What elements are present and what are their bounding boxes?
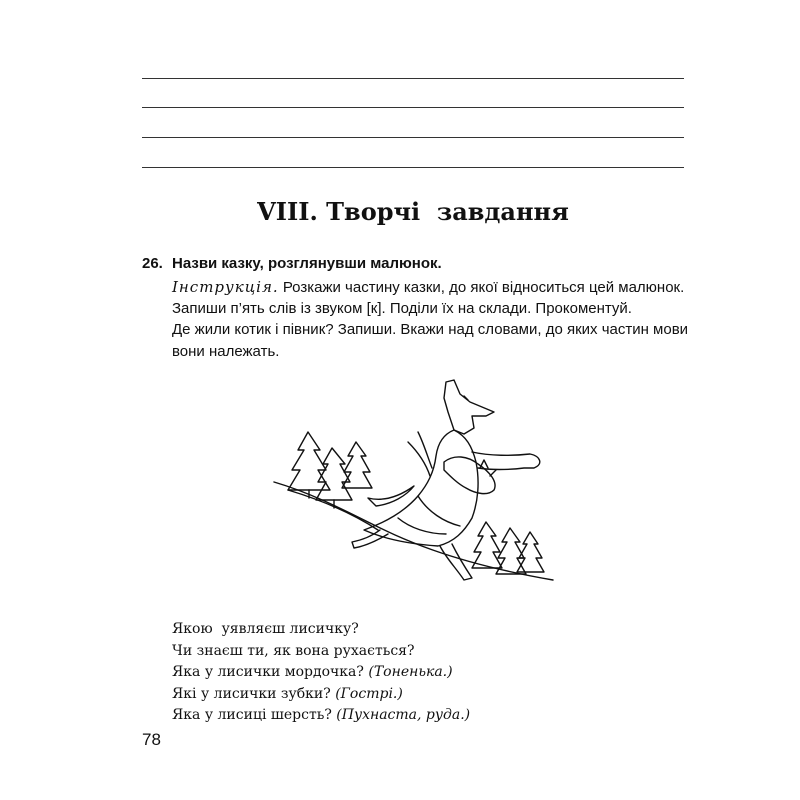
question-text: Яка у лисиці шерсть? xyxy=(172,707,337,723)
pine-tree-icon xyxy=(496,528,526,574)
task-body xyxy=(172,277,692,362)
section-title: VIII. Творчі завдання xyxy=(257,197,569,226)
cat-figure xyxy=(444,457,495,494)
task-number: 26. xyxy=(142,255,163,272)
question-text: Яка у лисички мордочка? xyxy=(172,664,369,680)
task-paragraph-2: Запиши п’ять слів із звуком [к]. Поділи їх на склади. Прокоментуй. xyxy=(172,300,632,318)
writing-line xyxy=(142,137,684,138)
fox-tail xyxy=(368,486,414,506)
question-text: Чи знаєш ти, як вона рухається? xyxy=(172,642,415,659)
pine-tree-icon xyxy=(342,442,372,488)
question-item xyxy=(172,705,470,727)
task-title: Назви казку, розглянувши малюнок. xyxy=(172,255,442,272)
question-text: Які у лисички зубки? xyxy=(172,685,336,702)
instruction-text: Розкажи частину казки, до якої відноситься цей малюнок. xyxy=(278,279,685,296)
instruction-label: Інструкція. xyxy=(172,278,279,296)
writing-line xyxy=(142,78,684,79)
task-paragraph-3: Де жили котик і півник? Запиши. Вкажи над словами, до яких частин мови вони належать. xyxy=(172,321,689,360)
question-item xyxy=(172,619,470,641)
question-item xyxy=(172,684,470,706)
ground-line xyxy=(274,482,553,580)
question-text: Якою уявляєш лисичку? xyxy=(172,621,359,637)
question-answer: (Тоненька.) xyxy=(368,664,453,680)
questions-list xyxy=(172,619,470,727)
question-item xyxy=(172,662,470,684)
writing-line xyxy=(142,107,684,108)
fox-leg xyxy=(440,544,472,580)
fox-illustration xyxy=(268,372,558,584)
fox-head xyxy=(444,380,494,434)
question-item xyxy=(172,641,470,663)
question-answer: (Гострі.) xyxy=(335,685,403,702)
page-number: 78 xyxy=(142,730,161,749)
instruction-paragraph xyxy=(172,277,692,298)
question-answer: (Пухнаста, руда.) xyxy=(336,707,471,723)
writing-line xyxy=(142,167,684,168)
pine-tree-icon xyxy=(472,522,502,568)
